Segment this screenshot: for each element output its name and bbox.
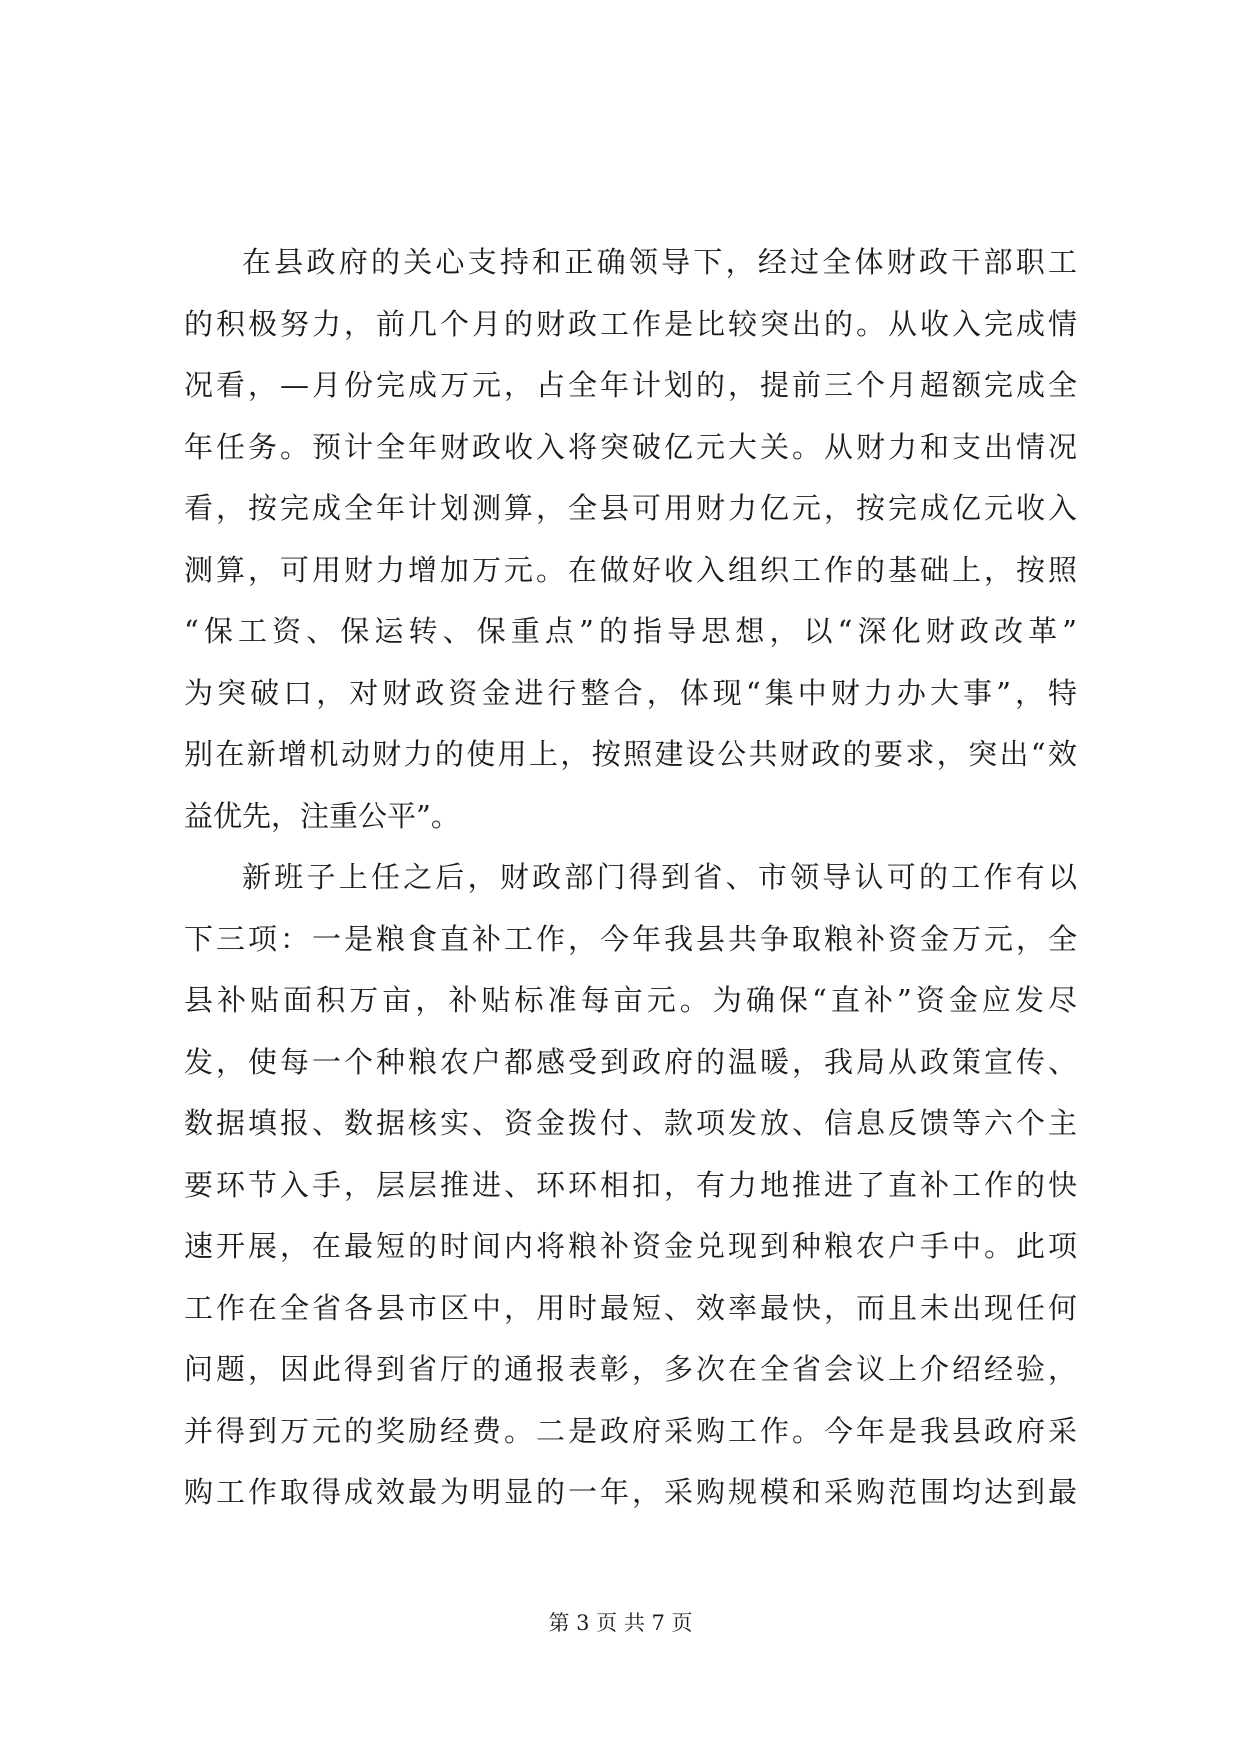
text-line: 别在新增机动财力的使用上，按照建设公共财政的要求，突出“效 <box>184 737 1077 771</box>
paragraph-2 <box>184 847 1077 1524</box>
text-line: 看，按完成全年计划测算，全县可用财力亿元，按完成亿元收入 <box>184 491 1077 525</box>
text-line: 要环节入手，层层推进、环环相扣，有力地推进了直补工作的快 <box>184 1167 1077 1202</box>
text-line: 在县政府的关心支持和正确领导下，经过全体财政干部职工 <box>242 245 1077 279</box>
text-line: 县补贴面积万亩，补贴标准每亩元。为确保“直补”资金应发尽 <box>184 983 1077 1017</box>
paragraph-1 <box>184 232 1077 847</box>
text-line: 年任务。预计全年财政收入将突破亿元大关。从财力和支出情况 <box>184 429 1077 464</box>
text-line: 数据填报、数据核实、资金拨付、款项发放、信息反馈等六个主 <box>184 1106 1077 1140</box>
text-line: 并得到万元的奖励经费。二是政府采购工作。今年是我县政府采 <box>184 1413 1077 1448</box>
text-line: 为突破口，对财政资金进行整合，体现“集中财力办大事”，特 <box>184 675 1077 710</box>
text-line: 的积极努力，前几个月的财政工作是比较突出的。从收入完成情 <box>184 306 1077 341</box>
text-line: “保工资、保运转、保重点”的指导思想，以“深化财政改革” <box>184 614 1077 648</box>
page-number-footer: 第 3 页 共 7 页 <box>548 1611 693 1635</box>
text-line: 购工作取得成效最为明显的一年，采购规模和采购范围均达到最 <box>184 1475 1077 1509</box>
text-line: 况看，—月份完成万元，占全年计划的，提前三个月超额完成全 <box>184 368 1077 402</box>
text-line: 益优先，注重公平”。 <box>184 798 460 833</box>
text-line: 测算，可用财力增加万元。在做好收入组织工作的基础上，按照 <box>184 552 1077 587</box>
text-line: 发，使每一个种粮农户都感受到政府的温暖，我局从政策宣传、 <box>184 1044 1077 1079</box>
text-line: 问题，因此得到省厅的通报表彰，多次在全省会议上介绍经验， <box>184 1352 1077 1386</box>
text-line: 新班子上任之后，财政部门得到省、市领导认可的工作有以 <box>242 860 1077 894</box>
text-line: 工作在全省各县市区中，用时最短、效率最快，而且未出现任何 <box>184 1290 1077 1325</box>
text-line: 下三项：一是粮食直补工作，今年我县共争取粮补资金万元，全 <box>184 921 1077 956</box>
text-line: 速开展，在最短的时间内将粮补资金兑现到种粮农户手中。此项 <box>184 1229 1077 1263</box>
body-text <box>184 232 1077 1524</box>
